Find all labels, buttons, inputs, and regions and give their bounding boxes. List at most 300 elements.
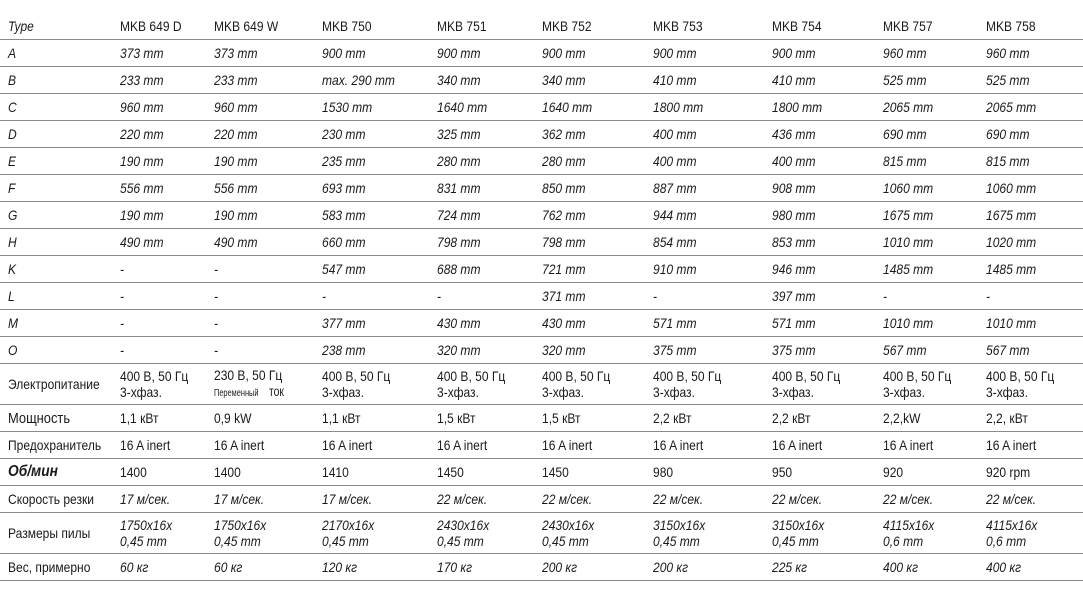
value-cell [645, 459, 764, 486]
value-text: 1010 mm [883, 234, 934, 250]
value-cell [645, 148, 764, 175]
header-text: Type [8, 17, 34, 34]
value-text: 377 mm [322, 315, 366, 331]
value-text: 2065 mm [986, 99, 1037, 115]
value-cell [764, 229, 875, 256]
row-label [0, 310, 112, 337]
value-cell [764, 459, 875, 486]
value-note: ток [269, 382, 284, 399]
value-cell [645, 256, 764, 283]
value-cell [978, 486, 1083, 513]
value-text: 233 mm [120, 72, 164, 88]
value-cell [875, 337, 978, 364]
row-label [0, 432, 112, 459]
value-cell [429, 67, 534, 94]
weight-row [0, 554, 1083, 581]
value-text: 1485 mm [986, 261, 1037, 277]
row-label [0, 121, 112, 148]
dimension-row [0, 202, 1083, 229]
value-text: 960 mm [214, 99, 258, 115]
value-cell [534, 310, 645, 337]
value-cell [534, 175, 645, 202]
header-model [764, 12, 875, 40]
value-line: 3-хфаз. [322, 384, 364, 400]
value-text: 225 кг [772, 559, 808, 575]
value-cell [645, 283, 764, 310]
value-text: 1,1 кВт [120, 410, 159, 426]
row-label [0, 459, 112, 486]
value-cell [978, 405, 1083, 432]
value-cell [112, 148, 206, 175]
row-label-text: Размеры пилы [8, 525, 91, 541]
header-text: MKB 752 [542, 17, 592, 34]
value-cell [764, 486, 875, 513]
value-line: 0,6 mm [883, 533, 924, 549]
value-cell [206, 432, 314, 459]
value-text: 815 mm [986, 153, 1030, 169]
value-cell [978, 364, 1083, 405]
header-text: MKB 758 [986, 17, 1036, 34]
value-text: - [120, 342, 125, 358]
value-text: 887 mm [653, 180, 697, 196]
value-cell [875, 121, 978, 148]
value-text: 400 кг [883, 559, 919, 575]
spec-table-body [0, 12, 1083, 581]
value-cell [764, 256, 875, 283]
value-cell [978, 283, 1083, 310]
value-cell [112, 337, 206, 364]
header-row [0, 12, 1083, 40]
row-label-text: G [8, 207, 18, 223]
value-cell [764, 283, 875, 310]
value-text: 900 mm [322, 45, 366, 61]
value-line: 3-хфаз. [437, 384, 479, 400]
value-text: 798 mm [542, 234, 586, 250]
value-text: 220 mm [120, 126, 164, 142]
value-cell [112, 94, 206, 121]
value-cell [314, 486, 429, 513]
value-text: 375 mm [653, 342, 697, 358]
value-cell [645, 513, 764, 554]
value-line: 3-хфаз. [542, 384, 584, 400]
value-text: 1400 [120, 464, 147, 480]
dimension-row [0, 175, 1083, 202]
row-label-text: Электропитание [8, 376, 100, 392]
value-text: 280 mm [542, 153, 586, 169]
value-cell [645, 67, 764, 94]
row-label-text: A [8, 45, 17, 61]
value-text: 853 mm [772, 234, 816, 250]
value-text: 920 rpm [986, 464, 1031, 480]
value-cell [112, 283, 206, 310]
header-model [534, 12, 645, 40]
value-text: 16 A inert [437, 437, 488, 453]
value-cell [314, 67, 429, 94]
value-cell [314, 202, 429, 229]
value-text: 900 mm [437, 45, 481, 61]
value-cell [429, 40, 534, 67]
value-cell [429, 148, 534, 175]
value-text: 900 mm [772, 45, 816, 61]
value-cell [534, 202, 645, 229]
value-line: 3150x16x [772, 517, 825, 533]
value-cell [645, 202, 764, 229]
value-cell [206, 94, 314, 121]
value-cell [764, 67, 875, 94]
value-text: 910 mm [653, 261, 697, 277]
value-text: 17 м/сек. [214, 491, 265, 507]
value-text: 190 mm [120, 153, 164, 169]
value-text: 1450 [437, 464, 464, 480]
header-type-label [0, 12, 112, 40]
value-text: 798 mm [437, 234, 481, 250]
value-line: 0,45 mm [437, 533, 484, 549]
value-text: 16 A inert [322, 437, 373, 453]
value-cell [206, 459, 314, 486]
value-cell [429, 310, 534, 337]
value-text: 1450 [542, 464, 569, 480]
value-line [214, 383, 300, 402]
value-cell [645, 364, 764, 405]
value-text: 960 mm [120, 99, 164, 115]
value-cell [534, 121, 645, 148]
value-cell [206, 283, 314, 310]
value-cell [112, 40, 206, 67]
value-cell [875, 513, 978, 554]
value-cell [112, 554, 206, 581]
value-cell [978, 202, 1083, 229]
fuse-row [0, 432, 1083, 459]
value-cell [875, 432, 978, 459]
value-text: 16 A inert [542, 437, 593, 453]
header-text: MKB 751 [437, 17, 487, 34]
value-text: 1485 mm [883, 261, 934, 277]
value-cell [429, 175, 534, 202]
value-cell [314, 283, 429, 310]
value-text: 200 кг [653, 559, 689, 575]
value-cell [764, 554, 875, 581]
value-text: 850 mm [542, 180, 586, 196]
value-cell [206, 229, 314, 256]
value-text: 2,2 кВт [772, 410, 811, 426]
dimension-row [0, 67, 1083, 94]
value-text: 120 кг [322, 559, 358, 575]
value-text: 22 м/сек. [883, 491, 934, 507]
value-text: 2065 mm [883, 99, 934, 115]
value-text: - [437, 288, 442, 304]
header-model [206, 12, 314, 40]
value-cell [645, 337, 764, 364]
value-text: 525 mm [986, 72, 1030, 88]
value-text: 17 м/сек. [120, 491, 171, 507]
value-text: 1410 [322, 464, 349, 480]
value-text: 1530 mm [322, 99, 373, 115]
dimension-row [0, 121, 1083, 148]
value-cell [206, 202, 314, 229]
value-cell [206, 554, 314, 581]
value-cell [534, 229, 645, 256]
value-cell [112, 67, 206, 94]
value-cell [764, 121, 875, 148]
value-cell [534, 459, 645, 486]
value-text: 220 mm [214, 126, 258, 142]
rpm-row [0, 459, 1083, 486]
value-line: 4115x16x [883, 517, 935, 533]
value-line: 3-хфаз. [120, 384, 162, 400]
header-model [314, 12, 429, 40]
cutting-speed-row [0, 486, 1083, 513]
value-text: - [214, 261, 219, 277]
header-text: MKB 754 [772, 17, 822, 34]
value-cell [429, 202, 534, 229]
value-text: 235 mm [322, 153, 366, 169]
value-text: 397 mm [772, 288, 816, 304]
value-cell [645, 432, 764, 459]
value-text: 556 mm [214, 180, 258, 196]
value-cell [314, 337, 429, 364]
value-text: - [322, 288, 327, 304]
value-cell [875, 94, 978, 121]
value-text: 2,2, кВт [986, 410, 1028, 426]
value-line: 0,45 mm [322, 533, 369, 549]
value-text: 583 mm [322, 207, 366, 223]
value-cell [206, 256, 314, 283]
row-label-text: L [8, 288, 15, 304]
row-label-text: Скорость резки [8, 491, 94, 507]
row-label-text: Предохранитель [8, 437, 102, 453]
value-cell [429, 459, 534, 486]
value-text: - [120, 315, 125, 331]
value-text: 371 mm [542, 288, 586, 304]
dimension-row [0, 148, 1083, 175]
value-text: 1675 mm [883, 207, 934, 223]
header-model [875, 12, 978, 40]
value-cell [206, 337, 314, 364]
value-cell [978, 40, 1083, 67]
value-text: 280 mm [437, 153, 481, 169]
value-text: 375 mm [772, 342, 816, 358]
value-cell [429, 121, 534, 148]
value-text: 400 кг [986, 559, 1022, 575]
value-cell [764, 310, 875, 337]
value-cell [112, 229, 206, 256]
row-label [0, 229, 112, 256]
value-text: 1060 mm [986, 180, 1037, 196]
value-cell [314, 229, 429, 256]
value-text: 400 mm [653, 126, 697, 142]
value-cell [645, 121, 764, 148]
value-cell [206, 364, 314, 405]
value-text: 571 mm [772, 315, 816, 331]
value-text: 233 mm [214, 72, 258, 88]
value-cell [875, 283, 978, 310]
value-text: 762 mm [542, 207, 586, 223]
row-label-text: Мощность [8, 409, 71, 427]
value-text: 430 mm [542, 315, 586, 331]
value-cell [534, 283, 645, 310]
value-text: 22 м/сек. [986, 491, 1037, 507]
value-cell [978, 459, 1083, 486]
value-cell [112, 486, 206, 513]
value-line: 0,45 mm [120, 533, 167, 549]
value-text: 1,1 кВт [322, 410, 361, 426]
dimension-row [0, 310, 1083, 337]
value-cell [429, 229, 534, 256]
value-text: 980 [653, 464, 674, 480]
value-cell [534, 486, 645, 513]
header-text: MKB 649 D [120, 17, 182, 34]
row-label-text: O [8, 342, 18, 358]
value-text: 1,5 кВт [542, 410, 581, 426]
value-text: 0,9 kW [214, 410, 252, 426]
value-line: 400 В, 50 Гц [542, 368, 611, 384]
value-line: 400 В, 50 Гц [986, 368, 1055, 384]
header-model [112, 12, 206, 40]
value-cell [764, 148, 875, 175]
value-cell [429, 256, 534, 283]
value-cell [206, 513, 314, 554]
value-text: 2,2 кВт [653, 410, 692, 426]
power-row [0, 405, 1083, 432]
value-text: 190 mm [214, 207, 258, 223]
value-cell [875, 67, 978, 94]
value-text: 571 mm [653, 315, 697, 331]
value-text: 410 mm [772, 72, 816, 88]
value-line: 2170x16x [322, 517, 375, 533]
value-text: 436 mm [772, 126, 816, 142]
value-text: - [120, 288, 125, 304]
value-text: 1020 mm [986, 234, 1037, 250]
value-text: 2,2,kW [883, 410, 921, 426]
value-line: 3-хфаз. [772, 384, 814, 400]
value-line: 3-хфаз. [986, 384, 1028, 400]
value-line: 4115x16x [986, 517, 1038, 533]
value-cell [875, 364, 978, 405]
row-label-text: H [8, 234, 17, 250]
row-label-text: Об/мин [8, 463, 58, 480]
dimension-row [0, 337, 1083, 364]
value-cell [645, 40, 764, 67]
value-cell [534, 405, 645, 432]
value-line: 400 В, 50 Гц [437, 368, 506, 384]
value-text: 567 mm [883, 342, 927, 358]
power-supply-row [0, 364, 1083, 405]
row-label [0, 40, 112, 67]
value-text: 1640 mm [542, 99, 593, 115]
value-text: 1800 mm [772, 99, 823, 115]
value-text: 1400 [214, 464, 241, 480]
value-text: 920 [883, 464, 904, 480]
value-cell [534, 432, 645, 459]
value-text: 1,5 кВт [437, 410, 476, 426]
value-cell [314, 459, 429, 486]
value-cell [764, 405, 875, 432]
value-line: 2430x16x [542, 517, 595, 533]
value-cell [112, 459, 206, 486]
row-label [0, 94, 112, 121]
value-cell [314, 432, 429, 459]
value-cell [429, 554, 534, 581]
value-cell [764, 513, 875, 554]
value-cell [314, 513, 429, 554]
row-label [0, 337, 112, 364]
row-label-text: Вес, примерно [8, 559, 91, 575]
value-cell [978, 310, 1083, 337]
value-cell [314, 94, 429, 121]
value-text: 200 кг [542, 559, 578, 575]
value-cell [764, 40, 875, 67]
row-label-text: F [8, 180, 16, 196]
value-cell [764, 175, 875, 202]
value-line: 0,45 mm [772, 533, 819, 549]
value-cell [314, 148, 429, 175]
value-cell [206, 405, 314, 432]
value-text: 320 mm [437, 342, 481, 358]
value-text: 980 mm [772, 207, 816, 223]
value-cell [978, 148, 1083, 175]
value-cell [978, 175, 1083, 202]
value-line: 1750x16x [214, 517, 267, 533]
value-cell [978, 513, 1083, 554]
value-line: 2430x16x [437, 517, 490, 533]
value-cell [645, 554, 764, 581]
value-cell [875, 310, 978, 337]
value-cell [206, 310, 314, 337]
row-label-text: M [8, 315, 19, 331]
value-cell [112, 310, 206, 337]
row-label-text: E [8, 153, 17, 169]
value-text: 490 mm [214, 234, 258, 250]
value-text: 190 mm [214, 153, 258, 169]
value-cell [314, 554, 429, 581]
value-line: 0,6 mm [986, 533, 1027, 549]
value-line: 3150x16x [653, 517, 706, 533]
row-label [0, 175, 112, 202]
value-text: 22 м/сек. [772, 491, 823, 507]
value-text: 320 mm [542, 342, 586, 358]
value-text: 362 mm [542, 126, 586, 142]
value-text: 831 mm [437, 180, 481, 196]
value-cell [112, 364, 206, 405]
value-cell [112, 405, 206, 432]
value-text: 400 mm [653, 153, 697, 169]
value-text: 556 mm [120, 180, 164, 196]
header-text: MKB 757 [883, 17, 933, 34]
value-line: 3-хфаз. [653, 384, 695, 400]
value-cell [534, 148, 645, 175]
value-text: 16 A inert [772, 437, 823, 453]
spec-table [0, 12, 1083, 581]
value-text: 908 mm [772, 180, 816, 196]
value-text: 960 mm [883, 45, 927, 61]
value-text: 567 mm [986, 342, 1030, 358]
value-cell [534, 67, 645, 94]
value-cell [314, 364, 429, 405]
value-text: 946 mm [772, 261, 816, 277]
blade-size-row [0, 513, 1083, 554]
value-cell [978, 229, 1083, 256]
value-cell [112, 175, 206, 202]
value-cell [764, 432, 875, 459]
value-cell [429, 283, 534, 310]
value-text: 525 mm [883, 72, 927, 88]
value-text: 373 mm [214, 45, 258, 61]
value-text: 17 м/сек. [322, 491, 373, 507]
value-cell [645, 175, 764, 202]
value-cell [875, 175, 978, 202]
row-label [0, 283, 112, 310]
value-cell [206, 175, 314, 202]
